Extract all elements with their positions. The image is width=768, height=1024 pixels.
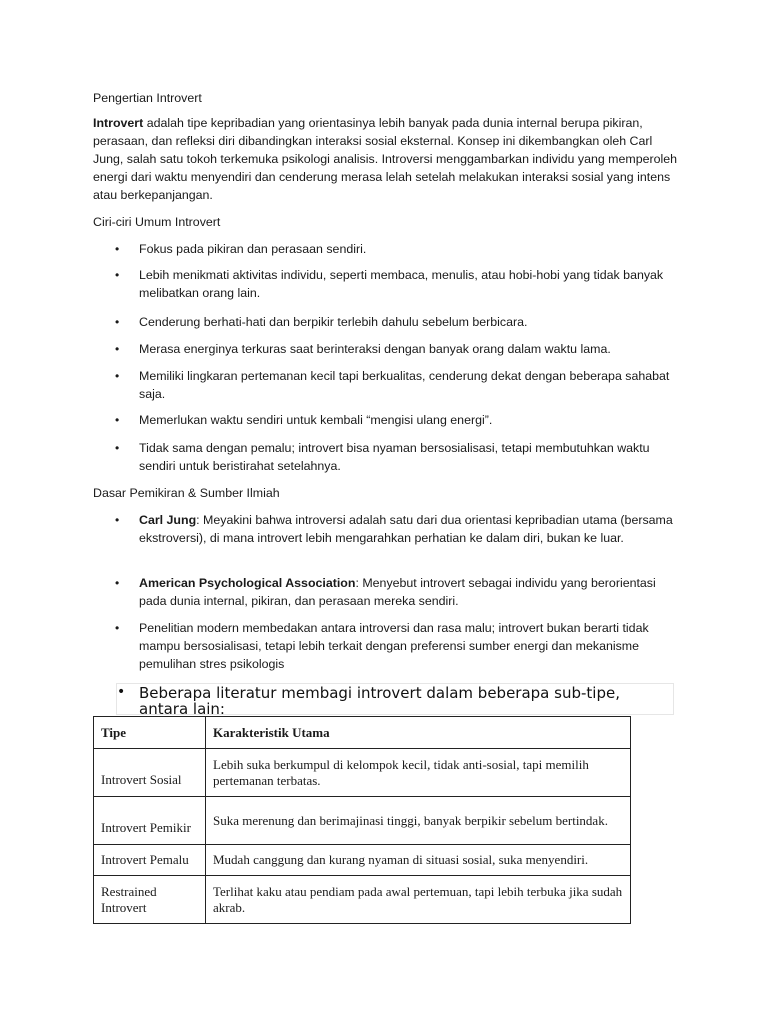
subtipe-bullet <box>116 683 674 718</box>
section-title-dasar: Dasar Pemikiran & Sumber Ilmiah <box>93 486 280 500</box>
table-cell-tipe: Introvert Pemikir <box>94 797 206 845</box>
bullet-icon: • <box>117 684 126 700</box>
bullet-icon: • <box>115 441 120 455</box>
list-item: • Penelitian modern membedakan antara introversi dan rasa malu; introvert bukan berarti tidak mampu bersosialisasi, tetapi lebih terkait dengan preferensi sumber energi dan mekanisme pemulihan stres psikologis <box>115 621 649 671</box>
list-item: • Memerlukan waktu sendiri untuk kembali “mengisi ulang energi”. <box>115 413 493 427</box>
list-item: • Lebih menikmati aktivitas individu, seperti membaca, menulis, atau hobi-hobi yang tidak banyak melibatkan orang lain. <box>115 268 664 300</box>
bullet-icon: • <box>115 268 120 282</box>
subtype-table <box>93 716 631 924</box>
table-row <box>94 797 631 845</box>
bullet-icon: • <box>115 513 120 527</box>
list-item: • Cenderung berhati-hati dan berpikir terlebih dahulu sebelum berbicara. <box>115 315 528 329</box>
table-row <box>94 845 631 876</box>
bullet-icon: • <box>115 413 120 427</box>
list-item: • Memiliki lingkaran pertemanan kecil tapi berkualitas, cenderung dekat dengan beberapa sahabat saja. <box>115 369 670 401</box>
table-row <box>94 749 631 797</box>
list-item: • Carl Jung: Meyakini bahwa introversi adalah satu dari dua orientasi kepribadian utama (bersama ekstroversi), di mana introvert lebih mengarahkan perhatian ke dalam diri, bukan ke luar. <box>115 513 673 545</box>
bullet-icon: • <box>115 342 120 356</box>
bullet-icon: • <box>115 242 120 256</box>
column-header-karakteristik: Karakteristik Utama <box>206 717 631 749</box>
table-header-row <box>94 717 631 749</box>
subtipe-text: Beberapa literatur membagi introvert dalam beberapa sub-tipe, antara lain: <box>139 684 620 718</box>
table-cell-tipe: Introvert Sosial <box>94 749 206 797</box>
section-title-ciri: Ciri-ciri Umum Introvert <box>93 215 221 229</box>
intro-term: Introvert <box>93 116 144 130</box>
section-title-pengertian: Pengertian Introvert <box>93 91 202 105</box>
bullet-icon: • <box>115 369 120 383</box>
column-header-tipe: Tipe <box>94 717 206 749</box>
list-item: • Merasa energinya terkuras saat berinteraksi dengan banyak orang dalam waktu lama. <box>115 342 611 356</box>
table-cell-tipe: Restrained Introvert <box>94 876 206 924</box>
table-cell-karakteristik: Terlihat kaku atau pendiam pada awal pertemuan, tapi lebih terbuka jika sudah akrab. <box>206 876 631 924</box>
bullet-icon: • <box>115 621 120 635</box>
intro-paragraph <box>93 114 678 204</box>
list-item: • American Psychological Association: Menyebut introvert sebagai individu yang berorientasi pada dunia internal, pikiran, dan perasaan mereka sendiri. <box>115 576 656 608</box>
table-cell-karakteristik: Lebih suka berkumpul di kelompok kecil, tidak anti-sosial, tapi memilih pertemanan terbatas. <box>206 749 631 797</box>
bullet-icon: • <box>115 576 120 590</box>
bullet-icon: • <box>115 315 120 329</box>
list-item: • Tidak sama dengan pemalu; introvert bisa nyaman bersosialisasi, tetapi membutuhkan waktu sendiri untuk beristirahat setelahnya. <box>115 441 650 473</box>
table-cell-karakteristik: Suka merenung dan berimajinasi tinggi, banyak berpikir sebelum bertindak. <box>206 797 631 845</box>
table-cell-tipe: Introvert Pemalu <box>94 845 206 876</box>
list-item: • Fokus pada pikiran dan perasaan sendiri. <box>115 242 367 256</box>
table-row <box>94 876 631 924</box>
intro-text: adalah tipe kepribadian yang orientasinya lebih banyak pada dunia internal berupa pikiran, perasaan, dan refleksi diri dibandingkan interaksi sosial eksternal. Konsep ini dikembangkan oleh Carl Jung, salah satu tokoh terkemuka psikologi analisis. Introversi menggambarkan individu yang memperoleh energi dari waktu menyendiri dan cenderung merasa lelah setelah melakukan interaksi sosial yang intens atau berkepanjangan. <box>93 116 678 202</box>
table-cell-karakteristik: Mudah canggung dan kurang nyaman di situasi sosial, suka menyendiri. <box>206 845 631 876</box>
